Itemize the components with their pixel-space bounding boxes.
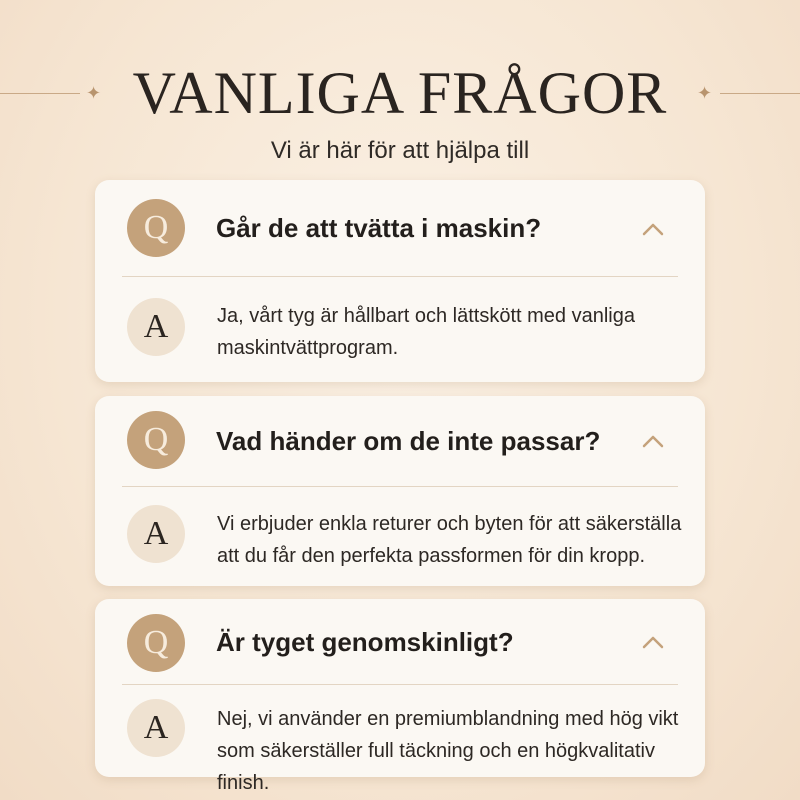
decorative-line-right <box>720 93 800 94</box>
page-header <box>0 0 800 175</box>
faq-question: Är tyget genomskinligt? <box>216 627 514 657</box>
page-subtitle: Vi är här för att hjälpa till <box>270 137 530 164</box>
chevron-up-icon[interactable] <box>642 635 664 649</box>
page-title: VANLIGA FRÅGOR <box>132 60 668 126</box>
sparkle-icon: ✦ <box>86 83 102 103</box>
faq-question: Vad händer om de inte passar? <box>216 426 601 456</box>
faq-question-toggle[interactable] <box>95 180 705 276</box>
faq-answer: Nej, vi använder en premiumblandning med hög vikt som säkerställer full täckning och en högkvalitativ finish. <box>217 708 679 794</box>
faq-item <box>95 180 705 382</box>
chevron-up-icon[interactable] <box>642 434 664 448</box>
faq-answer: Ja, vårt tyg är hållbart och lättskött med vanliga maskintvättprogram. <box>217 305 635 359</box>
faq-item <box>95 599 705 794</box>
divider <box>122 486 678 487</box>
divider <box>122 684 678 685</box>
question-badge: Q <box>127 411 185 469</box>
faq-question-toggle[interactable] <box>95 599 705 684</box>
question-badge: Q <box>127 199 185 257</box>
faq-item <box>95 396 705 586</box>
faq-answer: Vi erbjuder enkla returer och byten för att säkerställa att du får den perfekta passformen för din kropp. <box>217 513 682 567</box>
answer-badge: A <box>127 505 185 563</box>
answer-badge: A <box>127 298 185 356</box>
faq-question-toggle[interactable] <box>95 396 705 486</box>
chevron-up-icon[interactable] <box>642 222 664 236</box>
question-badge: Q <box>127 614 185 672</box>
answer-badge: A <box>127 699 185 757</box>
divider <box>122 276 678 277</box>
sparkle-icon: ✦ <box>697 83 713 103</box>
faq-question: Går de att tvätta i maskin? <box>216 213 542 243</box>
